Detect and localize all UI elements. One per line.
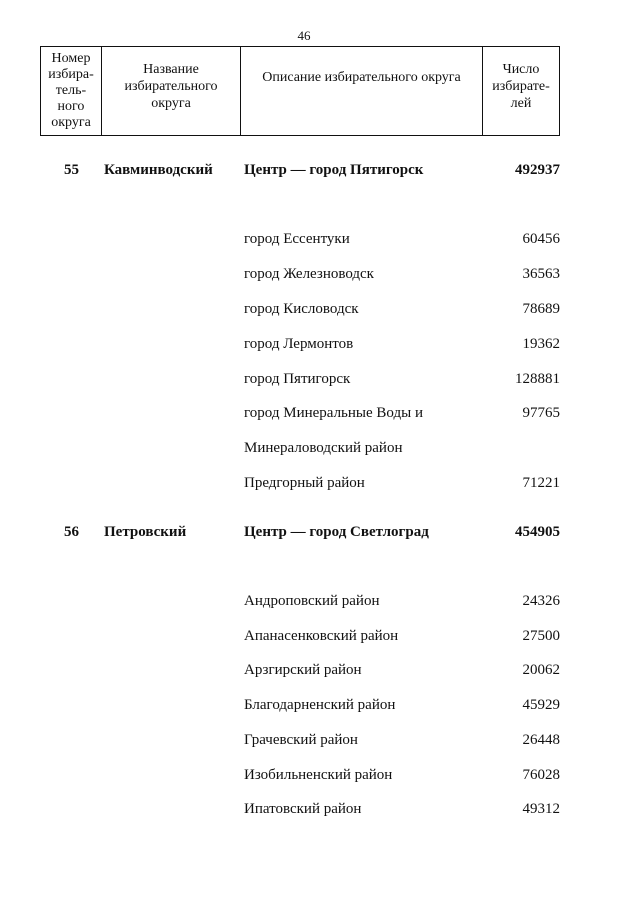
table-row <box>0 625 640 647</box>
area-name: Изобильненский район <box>244 767 393 783</box>
header-district-name: Название избирательного округа <box>102 47 241 135</box>
area-voters: 24326 <box>522 593 560 609</box>
area-voters: 76028 <box>522 767 560 783</box>
area-voters: 36563 <box>522 266 560 282</box>
area-name: город Лермонтов <box>244 336 354 352</box>
area-voters: 128881 <box>515 371 560 387</box>
page-number: 46 <box>297 28 311 43</box>
area-name: Благодарненский район <box>244 697 396 713</box>
area-voters: 20062 <box>522 662 560 678</box>
table-row <box>0 694 640 716</box>
district-total-voters: 492937 <box>515 162 560 178</box>
table-row <box>0 228 640 250</box>
header-district-description: Описание избирательного округа <box>241 47 483 135</box>
area-name: Арзгирский район <box>244 662 362 678</box>
table-row <box>0 263 640 285</box>
area-voters: 27500 <box>522 628 560 644</box>
area-voters: 45929 <box>522 697 560 713</box>
area-voters: 19362 <box>522 336 560 352</box>
area-voters: 26448 <box>522 732 560 748</box>
table-row <box>0 333 640 355</box>
area-name: город Минеральные Воды и <box>244 405 423 421</box>
area-name: Предгорный район <box>244 475 365 491</box>
area-voters: 78689 <box>522 301 560 317</box>
area-name: город Железноводск <box>244 266 374 282</box>
table-row <box>0 798 640 820</box>
district-total-voters: 454905 <box>515 524 560 540</box>
area-voters: 49312 <box>522 801 560 817</box>
district-center: Центр — город Светлоград <box>244 524 429 540</box>
table-row <box>0 368 640 390</box>
district-name: Петровский <box>104 524 187 540</box>
area-name: Минераловодский район <box>244 440 403 456</box>
area-voters: 71221 <box>522 475 560 491</box>
table-header <box>40 46 560 136</box>
area-voters: 60456 <box>522 231 560 247</box>
area-name: Андроповский район <box>244 593 380 609</box>
header-voter-count: Число избирате- лей <box>492 62 550 111</box>
district-center: Центр — город Пятигорск <box>244 162 424 178</box>
table-row <box>0 298 640 320</box>
table-row <box>0 472 640 494</box>
table-row <box>0 402 640 424</box>
area-name: город Кисловодск <box>244 301 359 317</box>
district-56-summary-row <box>0 521 640 543</box>
header-district-number: Номер избира- тель- ного округа <box>41 47 102 135</box>
area-name: Ипатовский район <box>244 801 362 817</box>
area-voters: 97765 <box>522 405 560 421</box>
district-number: 56 <box>64 524 79 540</box>
area-name: город Пятигорск <box>244 371 351 387</box>
table-row <box>0 590 640 612</box>
district-55-summary-row <box>0 159 640 181</box>
area-name: Апанасенковский район <box>244 628 399 644</box>
area-name: город Ессентуки <box>244 231 350 247</box>
area-name: Грачевский район <box>244 732 358 748</box>
district-name: Кавминводский <box>104 162 213 178</box>
table-row <box>0 764 640 786</box>
table-row <box>0 729 640 751</box>
table-row <box>0 659 640 681</box>
district-number: 55 <box>64 162 79 178</box>
table-row <box>0 437 640 459</box>
